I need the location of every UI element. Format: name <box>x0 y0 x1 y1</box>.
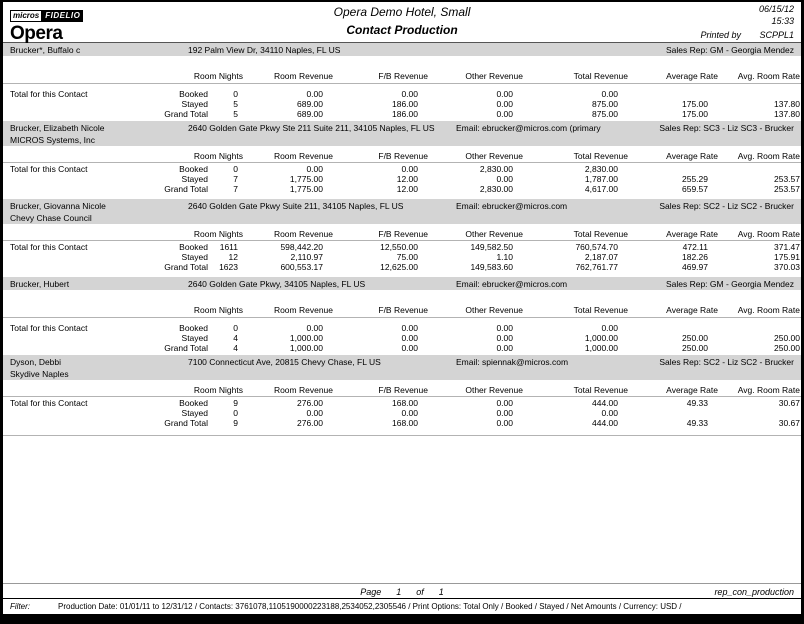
col-header-room-revenue: Room Revenue <box>273 229 333 239</box>
report-header <box>3 2 801 43</box>
cell-room-nights: 7 <box>233 184 238 194</box>
data-row-stayed <box>3 333 801 343</box>
data-row-booked <box>3 89 801 99</box>
cell-average-rate: 175.00 <box>682 109 708 119</box>
col-header-avg-room-rate: Avg. Room Rate <box>737 71 800 81</box>
contact-name: Brucker, Giovanna Nicole <box>10 200 106 211</box>
page-number-row <box>3 583 801 599</box>
cell-total-revenue: 875.00 <box>592 109 618 119</box>
contact-company: Chevy Chase Council <box>10 213 92 223</box>
data-row-stayed <box>3 408 801 418</box>
row-label: Booked <box>179 323 208 333</box>
contact-company: MICROS Systems, Inc <box>10 135 96 145</box>
data-row-stayed <box>3 99 801 109</box>
col-header-room-nights: Room Nights <box>193 305 243 315</box>
cell-fb-revenue: 0.00 <box>401 323 418 333</box>
contact-email: Email: ebrucker@micros.com (primary <box>456 122 601 133</box>
report-date: 06/15/12 <box>758 4 794 14</box>
contact-section <box>3 121 801 199</box>
cell-average-rate: 250.00 <box>682 333 708 343</box>
cell-fb-revenue: 186.00 <box>392 99 418 109</box>
cell-avg-room-rate: 137.80 <box>774 99 800 109</box>
total-for-contact-label: Total for this Contact <box>10 242 88 252</box>
page-number: 1 <box>396 587 402 597</box>
contact-sales-rep: Sales Rep: SC2 - Liz SC2 - Brucker <box>659 200 794 211</box>
report-footer <box>3 583 801 614</box>
contact-sales-rep: Sales Rep: GM - Georgia Mendez <box>665 278 794 289</box>
cell-other-revenue: 0.00 <box>496 343 513 353</box>
micros-logo-text: micros <box>10 10 42 22</box>
column-headers <box>3 385 801 395</box>
data-row-booked <box>3 164 801 174</box>
cell-room-nights: 4 <box>233 333 238 343</box>
cell-other-revenue: 0.00 <box>496 398 513 408</box>
cell-fb-revenue: 12,625.00 <box>380 262 418 272</box>
contact-name: Dyson, Debbi <box>10 356 62 367</box>
col-header-room-revenue: Room Revenue <box>273 71 333 81</box>
data-row-booked <box>3 323 801 333</box>
cell-total-revenue: 2,187.07 <box>584 252 618 262</box>
cell-avg-room-rate <box>718 323 800 333</box>
cell-room-nights: 0 <box>233 164 238 174</box>
total-for-contact-label: Total for this Contact <box>10 398 88 408</box>
contact-sales-rep: Sales Rep: SC2 - Liz SC2 - Brucker <box>659 356 794 367</box>
cell-room-nights: 0 <box>233 323 238 333</box>
column-headers <box>3 229 801 239</box>
cell-other-revenue: 1.10 <box>496 252 513 262</box>
cell-avg-room-rate <box>718 408 800 418</box>
row-label: Grand Total <box>164 343 208 353</box>
cell-room-revenue: 276.00 <box>297 398 323 408</box>
cell-room-revenue: 1,775.00 <box>289 184 323 194</box>
cell-room-revenue: 2,110.97 <box>290 252 323 262</box>
cell-room-nights: 1623 <box>219 262 238 272</box>
contact-sales-rep: Sales Rep: GM - Georgia Mendez <box>665 44 794 55</box>
page-label: Page <box>360 587 382 597</box>
row-label: Stayed <box>181 408 208 418</box>
cell-other-revenue: 0.00 <box>496 418 513 428</box>
cell-total-revenue: 0.00 <box>601 408 618 418</box>
contact-sales-rep: Sales Rep: SC3 - Liz SC3 - Brucker <box>659 122 794 133</box>
cell-room-revenue: 0.00 <box>306 89 323 99</box>
cell-other-revenue: 0.00 <box>496 174 513 184</box>
cell-room-revenue: 0.00 <box>306 323 323 333</box>
cell-other-revenue: 2,830.00 <box>479 164 513 174</box>
col-header-room-nights: Room Nights <box>193 385 243 395</box>
col-header-average-rate: Average Rate <box>666 71 718 81</box>
cell-total-revenue: 0.00 <box>601 323 618 333</box>
cell-avg-room-rate: 253.57 <box>774 174 800 184</box>
cell-other-revenue: 0.00 <box>496 109 513 119</box>
col-header-room-revenue: Room Revenue <box>273 151 333 161</box>
cell-total-revenue: 875.00 <box>592 99 618 109</box>
col-header-total-revenue: Total Revenue <box>573 305 628 315</box>
cell-fb-revenue: 75.00 <box>396 252 418 262</box>
cell-room-nights: 9 <box>233 418 238 428</box>
col-header-avg-room-rate: Avg. Room Rate <box>737 385 800 395</box>
col-header-average-rate: Average Rate <box>666 229 718 239</box>
col-header-room-nights: Room Nights <box>193 71 243 81</box>
cell-fb-revenue: 168.00 <box>392 398 418 408</box>
cell-room-revenue: 0.00 <box>306 164 323 174</box>
data-row-stayed <box>3 252 801 262</box>
row-label: Booked <box>179 398 208 408</box>
report-page <box>3 2 801 614</box>
cell-room-nights: 9 <box>233 398 238 408</box>
cell-room-nights: 12 <box>228 252 238 262</box>
cell-avg-room-rate: 137.80 <box>774 109 800 119</box>
cell-total-revenue: 4,617.00 <box>584 184 618 194</box>
cell-avg-room-rate: 370.03 <box>774 262 800 272</box>
cell-fb-revenue: 168.00 <box>392 418 418 428</box>
col-header-avg-room-rate: Avg. Room Rate <box>737 151 800 161</box>
row-label: Booked <box>179 89 208 99</box>
cell-room-nights: 1611 <box>219 242 238 252</box>
cell-average-rate: 255.29 <box>682 174 708 184</box>
contact-section <box>3 199 801 277</box>
contact-header-bar <box>3 277 801 290</box>
contact-address: 2640 Golden Gate Pkwy Ste 211 Suite 211, 34105 Naples, FL US <box>188 122 435 133</box>
cell-total-revenue: 1,000.00 <box>584 343 618 353</box>
data-row-grand-total <box>3 343 801 353</box>
total-for-contact-label: Total for this Contact <box>10 164 88 174</box>
cell-other-revenue: 0.00 <box>496 323 513 333</box>
contact-email: Email: spiennak@micros.com <box>456 356 569 367</box>
cell-total-revenue: 0.00 <box>601 89 618 99</box>
cell-average-rate <box>628 408 718 418</box>
col-header-other-revenue: Other Revenue <box>465 71 523 81</box>
cell-average-rate: 175.00 <box>682 99 708 109</box>
cell-room-revenue: 276.00 <box>297 418 323 428</box>
hotel-name: Opera Demo Hotel, Small <box>333 5 471 19</box>
row-label: Stayed <box>181 333 208 343</box>
cell-room-revenue: 1,000.00 <box>289 343 323 353</box>
cell-room-nights: 5 <box>233 109 238 119</box>
printed-by-label: Printed by <box>700 30 741 40</box>
contact-header-bar <box>3 43 801 56</box>
cell-avg-room-rate: 250.00 <box>774 343 800 353</box>
col-header-room-nights: Room Nights <box>193 229 243 239</box>
cell-room-revenue: 689.00 <box>297 109 323 119</box>
col-header-fb-revenue: F/B Revenue <box>378 151 428 161</box>
row-label: Booked <box>179 242 208 252</box>
report-end-rule <box>3 435 801 436</box>
cell-average-rate <box>628 323 718 333</box>
cell-fb-revenue: 0.00 <box>401 408 418 418</box>
contact-name: Brucker, Hubert <box>10 278 70 289</box>
cell-fb-revenue: 0.00 <box>401 164 418 174</box>
contact-address: 192 Palm View Dr, 34110 Naples, FL US <box>188 44 341 55</box>
data-row-booked <box>3 398 801 408</box>
row-label: Stayed <box>181 99 208 109</box>
cell-average-rate: 49.33 <box>686 418 708 428</box>
opera-logo: Opera <box>10 23 63 44</box>
cell-room-nights: 5 <box>233 99 238 109</box>
contact-name: Brucker, Elizabeth Nicole <box>10 122 105 133</box>
cell-total-revenue: 760,574.70 <box>575 242 618 252</box>
cell-average-rate: 472.11 <box>682 242 708 252</box>
col-header-fb-revenue: F/B Revenue <box>378 71 428 81</box>
row-label: Grand Total <box>164 418 208 428</box>
data-row-grand-total <box>3 262 801 272</box>
contact-address: 7100 Connecticut Ave, 20815 Chevy Chase, FL US <box>188 356 381 367</box>
contact-section <box>3 43 801 121</box>
col-header-total-revenue: Total Revenue <box>573 71 628 81</box>
col-header-average-rate: Average Rate <box>666 305 718 315</box>
cell-other-revenue: 149,582.50 <box>470 242 513 252</box>
contact-header-bar <box>3 199 801 224</box>
cell-fb-revenue: 12.00 <box>396 184 418 194</box>
col-header-total-revenue: Total Revenue <box>573 385 628 395</box>
row-label: Stayed <box>181 252 208 262</box>
cell-avg-room-rate: 175.91 <box>774 252 800 262</box>
cell-total-revenue: 2,830.00 <box>584 164 618 174</box>
cell-total-revenue: 444.00 <box>592 398 618 408</box>
contact-address: 2640 Golden Gate Pkwy, 34105 Naples, FL US <box>188 278 366 289</box>
cell-fb-revenue: 186.00 <box>392 109 418 119</box>
cell-total-revenue: 1,787.00 <box>584 174 618 184</box>
cell-total-revenue: 444.00 <box>592 418 618 428</box>
row-label: Stayed <box>181 174 208 184</box>
col-header-other-revenue: Other Revenue <box>465 151 523 161</box>
col-header-fb-revenue: F/B Revenue <box>378 305 428 315</box>
contact-company: Skydive Naples <box>10 369 69 379</box>
cell-total-revenue: 1,000.00 <box>584 333 618 343</box>
page-total: 1 <box>438 587 444 597</box>
fidelio-logo-text: FIDELIO <box>42 10 83 22</box>
cell-other-revenue: 0.00 <box>496 99 513 109</box>
column-headers <box>3 305 801 315</box>
cell-average-rate: 250.00 <box>682 343 708 353</box>
cell-avg-room-rate <box>718 164 800 174</box>
col-header-other-revenue: Other Revenue <box>465 229 523 239</box>
filter-label: Filter: <box>10 602 30 611</box>
printed-by-user: SCPPL1 <box>759 30 794 40</box>
cell-average-rate <box>628 164 718 174</box>
cell-room-revenue: 1,000.00 <box>289 333 323 343</box>
cell-average-rate: 49.33 <box>686 398 708 408</box>
col-header-avg-room-rate: Avg. Room Rate <box>737 305 800 315</box>
cell-fb-revenue: 12,550.00 <box>380 242 418 252</box>
data-row-grand-total <box>3 109 801 119</box>
cell-room-revenue: 598,442.20 <box>280 242 323 252</box>
total-for-contact-label: Total for this Contact <box>10 89 88 99</box>
cell-avg-room-rate <box>718 89 800 99</box>
col-header-fb-revenue: F/B Revenue <box>378 385 428 395</box>
cell-avg-room-rate: 253.57 <box>774 184 800 194</box>
contact-name: Brucker*, Buffalo c <box>10 44 81 55</box>
contact-email: Email: ebrucker@micros.com <box>456 278 568 289</box>
col-header-other-revenue: Other Revenue <box>465 305 523 315</box>
column-headers <box>3 151 801 161</box>
cell-average-rate <box>628 89 718 99</box>
cell-average-rate: 182.26 <box>682 252 708 262</box>
column-headers <box>3 71 801 81</box>
contact-email: Email: ebrucker@micros.com <box>456 200 568 211</box>
cell-avg-room-rate: 30.67 <box>778 418 800 428</box>
cell-fb-revenue: 0.00 <box>401 89 418 99</box>
cell-room-nights: 0 <box>233 408 238 418</box>
cell-other-revenue: 0.00 <box>496 89 513 99</box>
cell-room-revenue: 600,553.17 <box>280 262 323 272</box>
report-time: 15:33 <box>771 16 794 26</box>
col-header-room-nights: Room Nights <box>193 151 243 161</box>
cell-other-revenue: 2,830.00 <box>479 184 513 194</box>
cell-avg-room-rate: 30.67 <box>778 398 800 408</box>
data-row-grand-total <box>3 418 801 428</box>
cell-other-revenue: 0.00 <box>496 333 513 343</box>
cell-avg-room-rate: 371.47 <box>774 242 800 252</box>
col-header-avg-room-rate: Avg. Room Rate <box>737 229 800 239</box>
cell-fb-revenue: 0.00 <box>401 343 418 353</box>
row-label: Grand Total <box>164 262 208 272</box>
col-header-average-rate: Average Rate <box>666 385 718 395</box>
contact-header-bar <box>3 355 801 380</box>
col-header-fb-revenue: F/B Revenue <box>378 229 428 239</box>
col-header-other-revenue: Other Revenue <box>465 385 523 395</box>
cell-fb-revenue: 12.00 <box>396 174 418 184</box>
cell-room-revenue: 1,775.00 <box>289 174 323 184</box>
col-header-total-revenue: Total Revenue <box>573 229 628 239</box>
total-for-contact-label: Total for this Contact <box>10 323 88 333</box>
row-label: Booked <box>179 164 208 174</box>
filter-text: Production Date: 01/01/11 to 12/31/12 / Contacts: 3761078,1105190000223188,2534052,2305546 / Print Options: Total Only / Booked / Stayed / Net Amounts / Currency: USD / <box>58 602 682 611</box>
report-title: Contact Production <box>346 23 458 37</box>
cell-room-nights: 7 <box>233 174 238 184</box>
contact-section <box>3 277 801 355</box>
cell-average-rate: 469.97 <box>682 262 708 272</box>
cell-fb-revenue: 0.00 <box>401 333 418 343</box>
contact-address: 2640 Golden Gate Pkwy Suite 211, 34105 Naples, FL US <box>188 200 404 211</box>
cell-other-revenue: 0.00 <box>496 408 513 418</box>
cell-room-nights: 4 <box>233 343 238 353</box>
page-of-label: of <box>416 587 424 597</box>
col-header-room-revenue: Room Revenue <box>273 305 333 315</box>
cell-room-revenue: 0.00 <box>306 408 323 418</box>
cell-total-revenue: 762,761.77 <box>575 262 618 272</box>
report-id: rep_con_production <box>714 587 794 597</box>
data-row-grand-total <box>3 184 801 194</box>
cell-room-revenue: 689.00 <box>297 99 323 109</box>
col-header-room-revenue: Room Revenue <box>273 385 333 395</box>
cell-other-revenue: 149,583.60 <box>470 262 513 272</box>
row-label: Grand Total <box>164 184 208 194</box>
filter-row <box>3 599 801 614</box>
col-header-total-revenue: Total Revenue <box>573 151 628 161</box>
data-row-booked <box>3 242 801 252</box>
row-label: Grand Total <box>164 109 208 119</box>
cell-average-rate: 659.57 <box>682 184 708 194</box>
col-header-average-rate: Average Rate <box>666 151 718 161</box>
contact-section <box>3 355 801 433</box>
contact-header-bar <box>3 121 801 146</box>
data-row-stayed <box>3 174 801 184</box>
cell-room-nights: 0 <box>233 89 238 99</box>
cell-avg-room-rate: 250.00 <box>774 333 800 343</box>
